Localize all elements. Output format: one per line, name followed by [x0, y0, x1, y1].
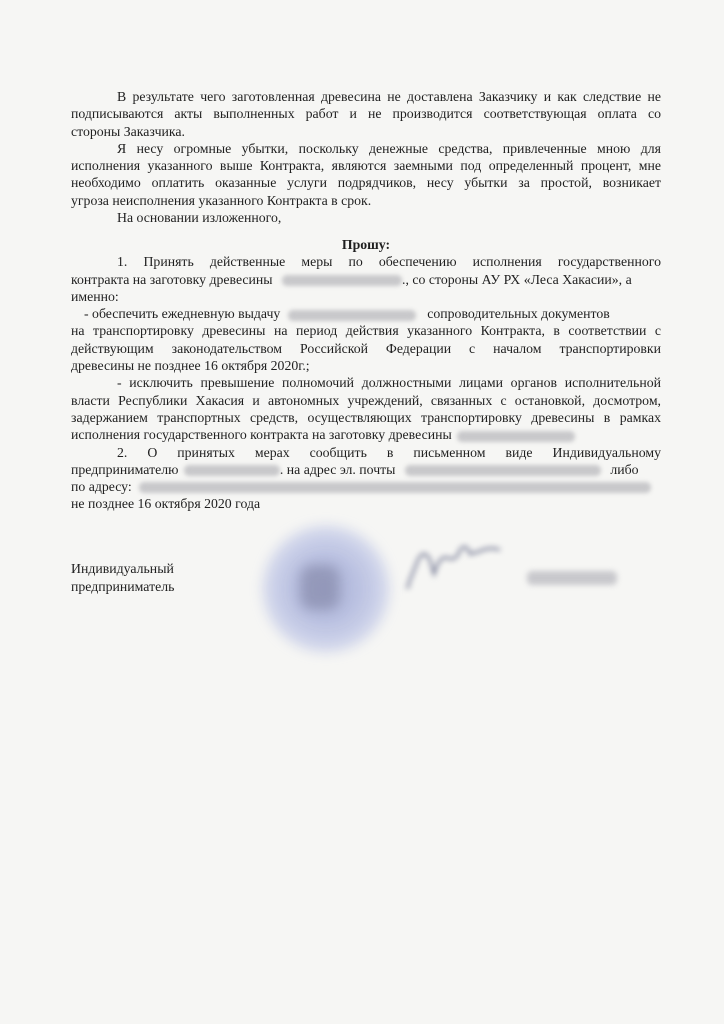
request-title: Прошу:: [341, 237, 391, 252]
signatory-role-line-1: Индивидуальный: [71, 561, 174, 576]
redacted-email: [405, 465, 601, 476]
bullet-1-line-1: [71, 305, 661, 322]
paragraph-2-line-2: исполнения указанного выше Контракта, являются заемными под определенный процент, мне: [71, 158, 661, 174]
bullet-1-line-1-start: - обеспечить ежедневную выдачу: [84, 306, 281, 322]
paragraph-1-line-2: подписываются акты выполненных работ и не производится соответствующая оплата со: [71, 106, 661, 122]
redacted-entrepreneur-name: [184, 465, 280, 476]
item-1-line-2-start: контракта на заготовку древесины: [71, 271, 273, 287]
item-2-line-3-start: по адресу:: [71, 479, 132, 495]
document-body: [71, 88, 661, 226]
redacted-address: [139, 482, 651, 493]
item-2-line-1: 2. О принятых мерах сообщить в письменном виде Индивидуальному: [117, 444, 661, 460]
bullet-2-line-3: задержанием транспортных средств, осуществляющих транспортировку древесины в рамках: [71, 409, 661, 425]
item-2-line-4: не позднее 16 октября 2020 года: [71, 496, 261, 512]
item-1-line-2-end: ., со стороны АУ РХ «Леса Хакасии», а: [402, 271, 632, 287]
bullet-2-line-2: власти Республики Хакасия и автономных учреждений, связанных с остановкой, досмотром,: [71, 392, 661, 408]
paragraph-1-line-3: стороны Заказчика.: [71, 123, 185, 139]
item-1-line-2: [71, 271, 661, 288]
item-2-line-3: [71, 478, 661, 495]
paragraph-3: На основании изложенного,: [117, 210, 282, 226]
redacted-contract-number-2: [457, 431, 575, 442]
bullet-1-line-1-end: сопроводительных документов: [427, 306, 610, 322]
redacted-name: [288, 310, 416, 321]
item-2-line-2-start: предпринимателю: [71, 461, 179, 477]
paragraph-2-line-3: необходимо оплатить оказанные услуги подрядчиков, несу убытки за простой, возникает: [71, 175, 661, 191]
bullet-2-line-4-text: исполнения государственного контракта на заготовку древесины: [71, 427, 452, 443]
redacted-signatory-name: [527, 571, 617, 585]
seal-stamp-center: [300, 565, 340, 610]
item-1-line-1: 1. Принять действенные меры по обеспечению исполнения государственного: [117, 254, 661, 270]
item-2-line-2-end: либо: [610, 461, 639, 477]
signatory-role: [71, 560, 174, 595]
paragraph-2-line-4: угроза неисполнения указанного Контракта в срок.: [71, 192, 372, 208]
bullet-2-line-4: [71, 426, 661, 443]
item-2-line-2-mid: . на адрес эл. почты: [279, 461, 396, 477]
paragraph-2-line-1: Я несу огромные убытки, поскольку денежные средства, привлеченные мною для: [117, 140, 661, 156]
bullet-2-line-1: - исключить превышение полномочий должностными лицами органов исполнительной: [117, 375, 661, 391]
bullet-1-line-4: древесины не позднее 16 октября 2020г.;: [71, 358, 310, 374]
handwritten-signature: [400, 540, 510, 590]
bullet-1-line-3: действующим законодательством Российской Федерации с началом транспортировки: [71, 340, 661, 356]
bullet-1-line-2: на транспортировку древесины на период действия указанного Контракта, в соответствии с: [71, 323, 661, 339]
item-2-line-2: [71, 461, 661, 478]
request-section: [71, 236, 661, 513]
item-1-line-3: именно:: [71, 288, 119, 304]
signatory-role-line-2: предприниматель: [71, 578, 175, 594]
paragraph-1-line-1: В результате чего заготовленная древесина не доставлена Заказчику и как следствие не: [117, 89, 661, 104]
redacted-contract-number: [282, 275, 402, 286]
